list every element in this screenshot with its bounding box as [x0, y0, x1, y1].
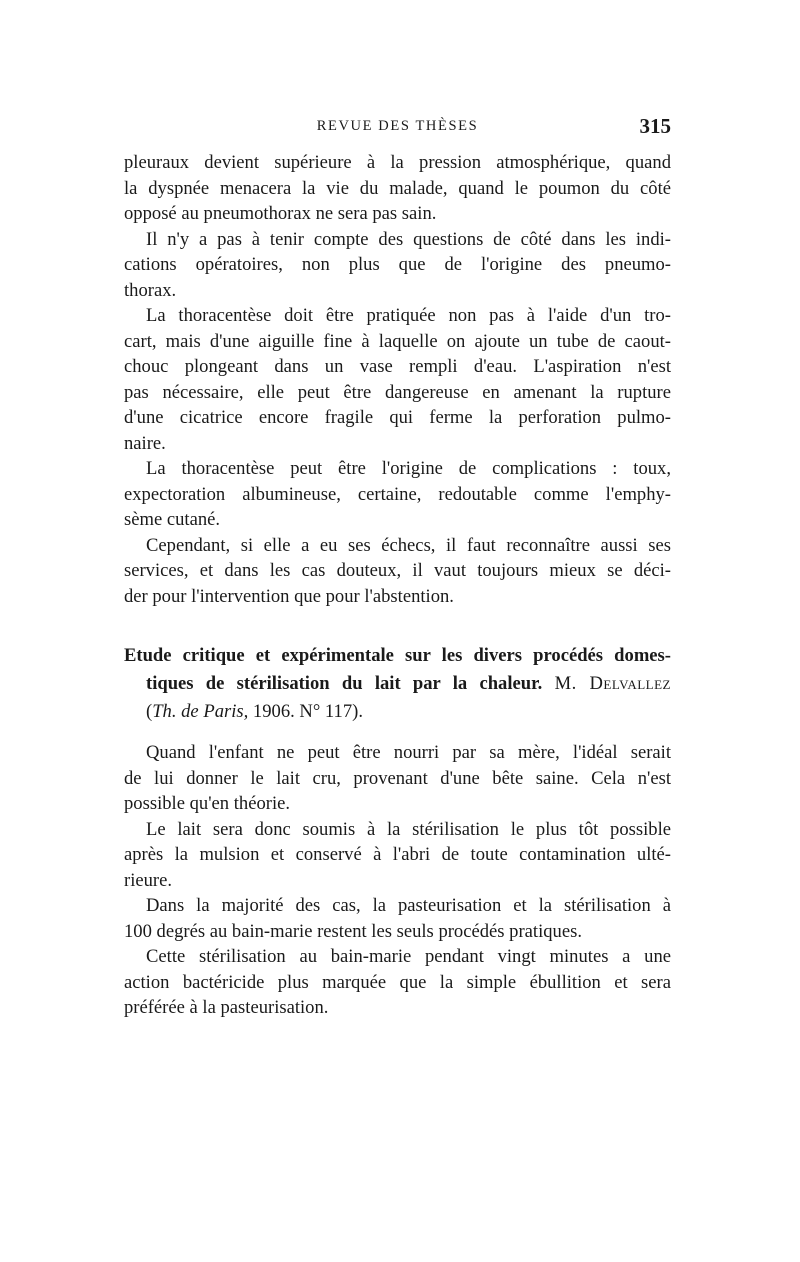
text-line: de lui donner le lait cru, provenant d'une bête saine. Cela n'est	[124, 767, 671, 789]
paragraph	[124, 740, 671, 817]
article-title-line	[124, 670, 671, 698]
paragraph	[124, 227, 671, 304]
text-line: après la mulsion et conservé à l'abri de toute contamination ulté-	[124, 844, 671, 865]
citation-detail: 1906. N° 117).	[248, 701, 363, 722]
text-line: der pour l'intervention que pour l'abstention.	[124, 585, 454, 607]
text-line: thorax.	[124, 279, 177, 301]
text-line: rieure.	[124, 869, 173, 891]
paragraph	[124, 944, 671, 1021]
text-line: cations opératoires, non plus que de l'origine des pneumo-	[124, 254, 671, 275]
text-line: action bactéricide plus marquée que la simple ébullition et sera	[124, 971, 671, 993]
article-heading	[124, 642, 671, 726]
text-line: préférée à la pasteurisation.	[124, 997, 329, 1018]
text-line: La thoracentèse peut être l'origine de complications : toux,	[146, 458, 671, 479]
text-line: Le lait sera donc soumis à la stérilisation le plus tôt possible	[146, 818, 671, 840]
citation-paren: (	[146, 701, 153, 722]
paragraph	[124, 456, 671, 533]
text-line: sème cutané.	[124, 509, 221, 530]
text-line: La thoracentèse doit être pratiquée non pas à l'aide d'un tro-	[146, 305, 671, 326]
article-author: M. Delvallez	[554, 673, 671, 694]
text-line: Il n'y a pas à tenir compte des questions de côté dans les indi-	[146, 228, 671, 250]
text-line: la dyspnée menacera la vie du malade, quand le poumon du côté	[124, 177, 671, 199]
text-line: Dans la majorité des cas, la pasteurisation et la stérilisation à	[146, 895, 671, 916]
article-title-line: Etude critique et expérimentale sur les divers procédés domes-	[124, 645, 671, 666]
text-line: chouc plongeant dans un vase rempli d'eau. L'aspiration n'est	[124, 356, 671, 377]
section-spacer	[124, 733, 671, 740]
text-line: expectoration albumineuse, certaine, redoutable comme l'emphy-	[124, 483, 671, 505]
text-line: cart, mais d'une aiguille fine à laquelle on ajoute un tube de caout-	[124, 330, 671, 352]
paragraph	[124, 533, 671, 610]
page-number: 315	[639, 114, 671, 138]
article-title-text: tiques de stérilisation du lait par la chaleur.	[146, 673, 543, 694]
text-line: Cette stérilisation au bain-marie pendant vingt minutes a une	[146, 946, 671, 967]
text-line: pleuraux devient supérieure à la pression atmosphérique, quand	[124, 152, 671, 173]
text-line: Cependant, si elle a eu ses échecs, il faut reconnaître aussi ses	[146, 534, 671, 556]
body-text	[124, 150, 671, 1021]
text-line: naire.	[124, 432, 166, 454]
citation-source: Th. de Paris,	[152, 701, 249, 722]
paragraph	[124, 150, 671, 227]
paragraph	[124, 817, 671, 894]
page-header	[124, 114, 671, 142]
running-title: REVUE DES THÈSES	[316, 118, 479, 134]
text-line: 100 degrés au bain-marie restent les seuls procédés pratiques.	[124, 920, 582, 942]
section-spacer	[124, 609, 671, 642]
article-citation	[124, 698, 671, 726]
text-line: opposé au pneumothorax ne sera pas sain.	[124, 203, 437, 224]
text-line: pas nécessaire, elle peut être dangereuse en amenant la rupture	[124, 381, 671, 403]
text-line: Quand l'enfant ne peut être nourri par sa mère, l'idéal serait	[146, 742, 671, 763]
text-line: possible qu'en théorie.	[124, 793, 291, 814]
text-line: d'une cicatrice encore fragile qui ferme la perforation pulmo-	[124, 407, 671, 428]
text-line: services, et dans les cas douteux, il vaut toujours mieux se déci-	[124, 560, 671, 581]
paragraph	[124, 893, 671, 944]
paragraph	[124, 303, 671, 456]
section-spacer	[124, 726, 671, 733]
